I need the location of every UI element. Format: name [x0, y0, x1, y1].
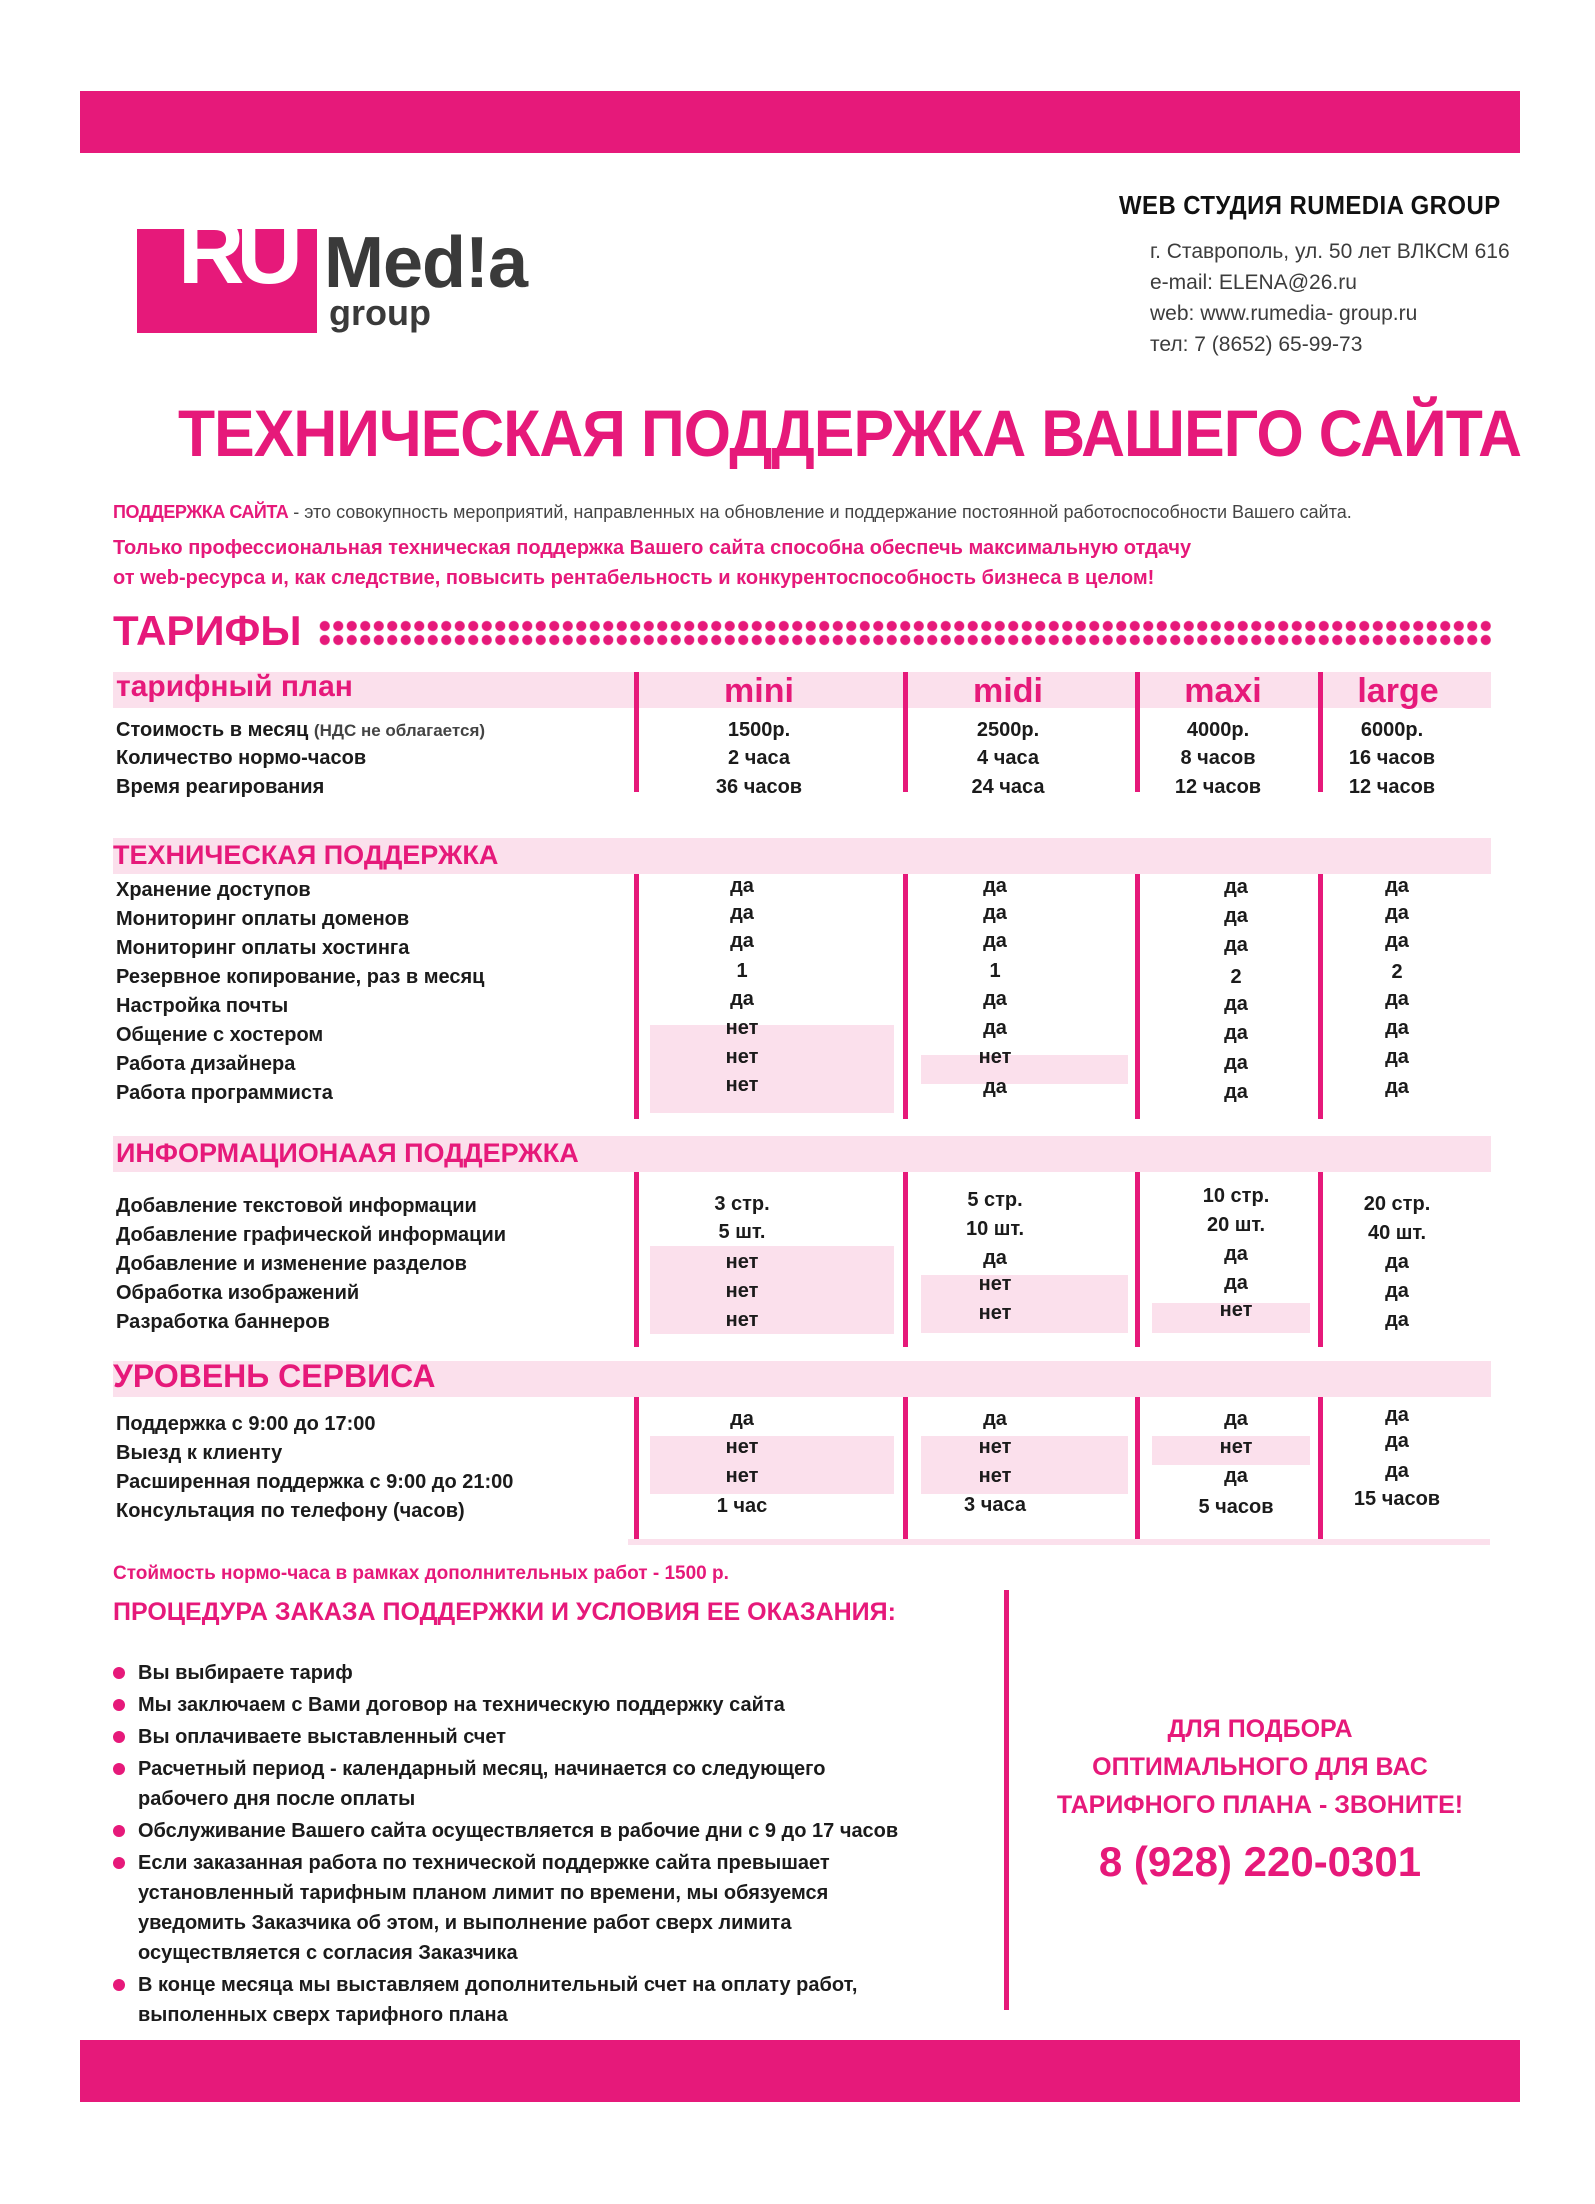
table-bottom-band [628, 1539, 1490, 1545]
bullet-icon [113, 1699, 125, 1711]
intro-line-2: от web-ресурса и, как следствие, повысить рентабельность и конкурентоспособность бизнеса в целом! [113, 567, 1155, 589]
cta-line: ТАРИФНОГО ПЛАНА - ЗВОНИТЕ! [1056, 1791, 1464, 1819]
plan-header-label: тарифный план [116, 670, 353, 703]
procedure-item-text: уведомить Заказчика об этом, и выполнение работ сверх лимита [138, 1912, 792, 1934]
tech-row-label: Резервное копирование, раз в месяц [116, 966, 485, 988]
reaction-large: 12 часов [1348, 776, 1436, 798]
info-cell-mini: нет [725, 1251, 759, 1273]
logo-media-text: Med!a [324, 223, 528, 303]
tech-cell-large: да [1385, 930, 1409, 952]
bullet-icon [113, 1857, 125, 1869]
info-row-label: Разработка баннеров [116, 1311, 330, 1333]
tech-cell-mini: 1 [736, 960, 748, 982]
info-cell-mini: нет [725, 1309, 759, 1331]
tech-cell-large: 2 [1391, 961, 1403, 983]
procedure-item-text: Вы оплачиваете выставленный счет [138, 1726, 507, 1748]
procedure-item-text: выполенных сверх тарифного плана [138, 2004, 508, 2026]
website: web: www.rumedia- group.ru [1150, 302, 1418, 325]
procedure-item-text: Расчетный период - календарный месяц, начинается со следующего [138, 1758, 826, 1780]
tech-cell-midi: да [983, 902, 1007, 924]
bullet-icon [113, 1979, 125, 1991]
service-cell-maxi: 5 часов [1198, 1496, 1274, 1518]
bullet-icon [113, 1667, 125, 1679]
order-phone[interactable]: 8 (928) 220-0301 [1098, 1838, 1422, 1885]
tariffs-heading: ТАРИФЫ [113, 607, 302, 654]
hours-large: 16 часов [1348, 747, 1436, 769]
info-cell-midi: 10 шт. [965, 1218, 1025, 1240]
service-cell-large: да [1385, 1430, 1409, 1452]
vat-note: (НДС не облагается) [313, 721, 486, 740]
column-divider [634, 1172, 639, 1347]
procedure-item-text: рабочего дня после оплаты [138, 1788, 416, 1810]
tech-cell-maxi: 2 [1230, 966, 1242, 988]
column-divider [634, 874, 639, 1119]
tech-row-label: Работа программиста [116, 1082, 333, 1104]
tech-cell-maxi: да [1224, 905, 1248, 927]
column-divider [634, 1397, 639, 1539]
hours-midi: 4 часа [977, 747, 1039, 769]
tech-cell-midi: да [983, 875, 1007, 897]
column-divider [634, 672, 639, 792]
service-row-label: Поддержка с 9:00 до 17:00 [116, 1413, 376, 1435]
address: г. Ставрополь, ул. 50 лет ВЛКСМ 616 [1150, 240, 1510, 263]
service-cell-large: 15 часов [1353, 1488, 1441, 1510]
tech-cell-mini: нет [725, 1017, 759, 1039]
tech-cell-midi: да [983, 1017, 1007, 1039]
price-mini: 1500р. [727, 719, 791, 741]
price-maxi: 4000р. [1186, 719, 1250, 741]
info-row-label: Обработка изображений [116, 1282, 360, 1304]
price-row-label [116, 719, 485, 742]
procedure-title: ПРОЦЕДУРА ЗАКАЗА ПОДДЕРЖКИ И УСЛОВИЯ ЕЕ ОКАЗАНИЯ: [113, 1598, 896, 1626]
price-label: Стоимость в месяц [116, 719, 309, 741]
info-cell-large: да [1385, 1280, 1409, 1302]
tech-cell-mini: да [730, 930, 754, 952]
procedure-item-text: установленный тарифным планом лимит по времени, мы обязуемся [138, 1882, 829, 1904]
procedure-item-text: Вы выбираете тариф [138, 1662, 353, 1684]
service-cell-midi: да [983, 1408, 1007, 1430]
plan-large: large [1357, 672, 1439, 710]
tech-cell-maxi: да [1224, 993, 1248, 1015]
info-cell-maxi: да [1224, 1243, 1248, 1265]
info-cell-maxi: да [1224, 1272, 1248, 1294]
tech-cell-midi: да [983, 988, 1007, 1010]
bottom-bar [80, 2040, 1520, 2102]
info-cell-mini: нет [725, 1280, 759, 1302]
email: e-mail: ELENA@26.ru [1150, 271, 1357, 294]
tech-cell-large: да [1385, 988, 1409, 1010]
hours-mini: 2 часа [728, 747, 790, 769]
info-row-label: Добавление графической информации [116, 1224, 507, 1246]
studio-name: WEB СТУДИЯ RUMEDIA GROUP [1119, 190, 1501, 220]
intro-term: ПОДДЕРЖКА САЙТА [113, 502, 289, 522]
hours-maxi: 8 часов [1180, 747, 1256, 769]
bullet-icon [113, 1825, 125, 1837]
tech-row-label: Настройка почты [116, 995, 289, 1017]
bullet-icon [113, 1763, 125, 1775]
reaction-label: Время реагирования [116, 776, 325, 798]
tech-section-title: ТЕХНИЧЕСКАЯ ПОДДЕРЖКА [113, 840, 499, 870]
info-cell-maxi: нет [1219, 1299, 1253, 1321]
extra-work-note: Стоймость нормо-часа в рамках дополнительных работ - 1500 р. [113, 1563, 729, 1584]
procedure-item-text: Обслуживание Вашего сайта осуществляется в рабочие дни с 9 до 17 часов [138, 1820, 899, 1842]
service-cell-maxi: да [1224, 1408, 1248, 1430]
reaction-mini: 36 часов [715, 776, 803, 798]
tech-row-label: Мониторинг оплаты хостинга [116, 937, 410, 959]
tech-cell-mini: да [730, 902, 754, 924]
tech-cell-large: да [1385, 875, 1409, 897]
tech-cell-large: да [1385, 902, 1409, 924]
service-cell-midi: нет [978, 1465, 1012, 1487]
call-to-action [1040, 1710, 1480, 1824]
procedure-item-text: Если заказанная работа по технической поддержке сайта превышает [138, 1852, 830, 1874]
service-row-label: Выезд к клиенту [116, 1442, 283, 1464]
tech-cell-maxi: да [1224, 934, 1248, 956]
service-cell-mini: да [730, 1408, 754, 1430]
intro-line-1: Только профессиональная техническая поддержка Вашего сайта способна обеспечь максимальную отдачу [113, 537, 1192, 559]
tech-cell-midi: нет [978, 1046, 1012, 1068]
price-large: 6000р. [1360, 719, 1424, 741]
service-cell-mini: нет [725, 1436, 759, 1458]
tech-cell-midi: да [983, 930, 1007, 952]
info-cell-mini: 5 шт. [718, 1221, 766, 1243]
tech-cell-large: да [1385, 1046, 1409, 1068]
info-cell-midi: нет [978, 1302, 1012, 1324]
tech-cell-midi: 1 [989, 960, 1001, 982]
intro-definition [113, 502, 1352, 523]
phone-contact: тел: 7 (8652) 65-99-73 [1150, 333, 1363, 356]
tech-cell-maxi: да [1224, 1052, 1248, 1074]
service-row-label: Консультация по телефону (часов) [116, 1500, 465, 1522]
logo-ru-text: RU [178, 201, 295, 303]
tech-cell-mini: да [730, 988, 754, 1010]
procedure-item-text: осуществляется с согласия Заказчика [138, 1942, 518, 1964]
info-cell-maxi: 20 шт. [1206, 1214, 1266, 1236]
service-cell-maxi: да [1224, 1465, 1248, 1487]
info-cell-large: 40 шт. [1367, 1222, 1427, 1244]
tech-cell-maxi: да [1224, 1022, 1248, 1044]
top-bar [80, 91, 1520, 153]
tech-cell-mini: нет [725, 1046, 759, 1068]
bullet-icon [113, 1731, 125, 1743]
info-cell-large: да [1385, 1309, 1409, 1331]
plan-maxi: maxi [1184, 672, 1262, 710]
info-cell-midi: 5 стр. [967, 1189, 1023, 1211]
plan-mini: mini [724, 672, 794, 710]
procedure-item-text: Мы заключаем с Вами договор на техническую поддержку сайта [138, 1694, 785, 1716]
info-section-title: ИНФОРМАЦИОНААЯ ПОДДЕРЖКА [116, 1138, 579, 1168]
page-title: ТЕХНИЧЕСКАЯ ПОДДЕРЖКА ВАШЕГО САЙТА [178, 396, 1522, 470]
info-cell-midi: нет [978, 1273, 1012, 1295]
service-cell-large: да [1385, 1404, 1409, 1426]
info-row-label: Добавление текстовой информации [116, 1195, 477, 1217]
service-cell-midi: 3 часа [964, 1494, 1026, 1516]
intro-definition-text: - это совокупность мероприятий, направленных на обновление и поддержание постоянной работоспособности Вашего сайта. [288, 502, 1352, 522]
tech-row-label: Работа дизайнера [116, 1053, 296, 1075]
tech-cell-large: да [1385, 1017, 1409, 1039]
procedure-item-text: В конце месяца мы выставляем дополнительный счет на оплату работ, [138, 1974, 858, 1996]
service-cell-maxi: нет [1219, 1436, 1253, 1458]
tech-cell-maxi: да [1224, 1081, 1248, 1103]
info-cell-large: да [1385, 1251, 1409, 1273]
tech-row-label: Хранение доступов [116, 879, 311, 901]
plan-midi: midi [973, 672, 1043, 710]
info-cell-midi: да [983, 1247, 1007, 1269]
service-row-label: Расширенная поддержка с 9:00 до 21:00 [116, 1471, 514, 1493]
price-midi: 2500р. [976, 719, 1040, 741]
tech-cell-maxi: да [1224, 876, 1248, 898]
service-cell-midi: нет [978, 1436, 1012, 1458]
info-cell-large: 20 стр. [1363, 1193, 1431, 1215]
cta-line: ДЛЯ ПОДБОРА [1167, 1715, 1353, 1743]
tech-row-label: Мониторинг оплаты доменов [116, 908, 410, 930]
tech-cell-midi: да [983, 1076, 1007, 1098]
info-row-label: Добавление и изменение разделов [116, 1253, 467, 1275]
tech-cell-mini: да [730, 875, 754, 897]
service-cell-mini: нет [725, 1465, 759, 1487]
logo-group-text: group [329, 292, 431, 333]
info-cell-maxi: 10 стр. [1202, 1185, 1270, 1207]
hours-label: Количество нормо-часов [116, 747, 367, 769]
service-cell-mini: 1 час [716, 1495, 768, 1517]
reaction-maxi: 12 часов [1174, 776, 1262, 798]
tech-row-label: Общение с хостером [116, 1024, 324, 1046]
dotted-divider [318, 619, 1493, 647]
cta-line: ОПТИМАЛЬНОГО ДЛЯ ВАС [1092, 1753, 1428, 1781]
tech-cell-large: да [1385, 1076, 1409, 1098]
info-cell-mini: 3 стр. [714, 1193, 770, 1215]
service-cell-large: да [1385, 1460, 1409, 1482]
tech-cell-mini: нет [725, 1074, 759, 1096]
reaction-midi: 24 часа [971, 776, 1045, 798]
procedure-divider [1004, 1590, 1009, 2010]
service-section-title: УРОВЕНЬ СЕРВИСА [113, 1358, 436, 1394]
